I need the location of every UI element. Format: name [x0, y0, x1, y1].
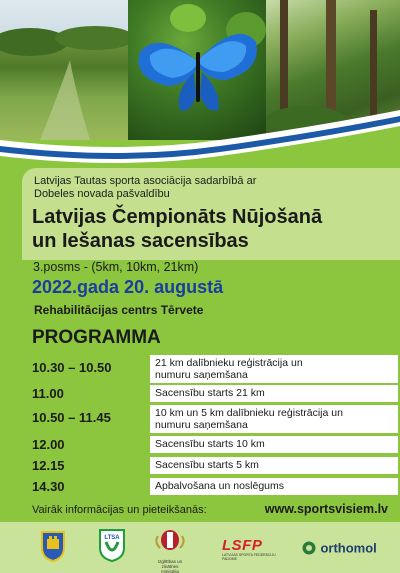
event-title: Latvijas Čempionāts Nūjošanā: [32, 206, 323, 228]
orthomol-logo: [302, 539, 377, 557]
website-link[interactable]: www.sportsvisiem.lv: [264, 502, 388, 516]
program-description: Sacensību starts 21 km: [150, 385, 398, 402]
program-time: 12.15: [32, 458, 65, 473]
logo-bar: [0, 522, 400, 573]
program-description: 21 km dalībnieku reģistrācija un numuru saņemšana: [150, 355, 398, 383]
stage-info: 3.posms - (5km, 10km, 21km): [33, 260, 199, 274]
dobele-coat-of-arms-icon: [40, 530, 66, 567]
program-time: 11.00: [32, 386, 64, 401]
info-text: Vairāk informācijas un pieteikšanās:: [32, 504, 207, 516]
event-venue: Rehabilitācijas centrs Tērvete: [34, 303, 204, 317]
program-time: 14.30: [32, 479, 65, 494]
lsfp-logo: [222, 538, 284, 561]
program-time: 12.00: [32, 437, 65, 452]
program-description: Apbalvošana un noslēgums: [150, 478, 398, 495]
ministry-text: ministrija: [161, 569, 179, 573]
ministry-logo: [152, 528, 188, 573]
lsfp-subtitle: LATVIJAS SPORTA FEDERĀCIJU PADOME: [222, 553, 276, 561]
ltsa-logo-text: LTSA: [104, 535, 120, 541]
organizer-text: Dobeles novada pašvaldību: [34, 188, 170, 200]
orthomol-circle-icon: [302, 541, 316, 555]
wave-decoration: [0, 92, 400, 172]
ministry-text: Izglītības un zinātnes: [157, 559, 183, 569]
program-row: [0, 405, 400, 433]
ltsa-logo: [98, 528, 126, 567]
program-title: PROGRAMMA: [32, 327, 161, 348]
ministry-emblem-icon: [152, 528, 188, 554]
orthomol-logo-text: orthomol: [320, 540, 377, 556]
program-description: Sacensību starts 10 km: [150, 436, 398, 453]
program-time: 10.30 – 10.50: [32, 360, 112, 375]
organizer-text: Latvijas Tautas sporta asociācija sadarbībā ar: [34, 175, 257, 187]
event-title: un Iešanas sacensības: [32, 230, 249, 252]
lsfp-logo-text: LSFP: [222, 537, 263, 554]
program-row: [0, 355, 400, 383]
program-time: 10.50 – 11.45: [32, 410, 111, 425]
event-date: 2022.gada 20. augustā: [32, 277, 224, 297]
program-description: 10 km un 5 km dalībnieku reģistrācija un numuru saņemšana: [150, 405, 398, 433]
program-description: Sacensību starts 5 km: [150, 457, 398, 474]
